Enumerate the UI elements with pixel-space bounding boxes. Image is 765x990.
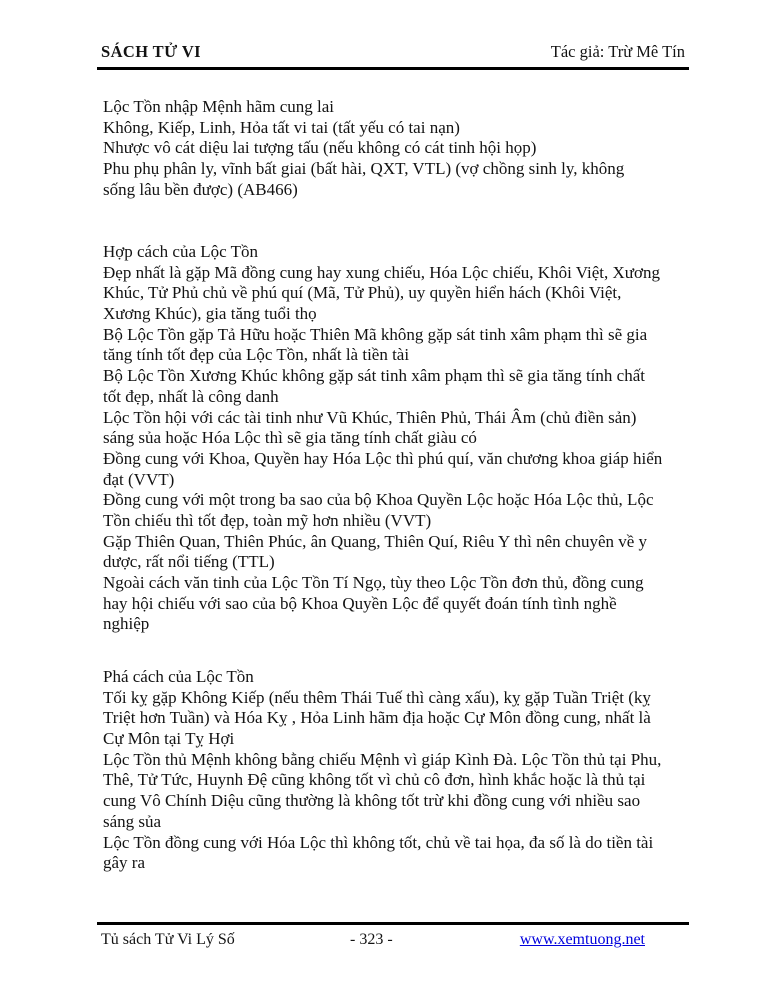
page-footer [97,922,689,954]
text-line: Hợp cách của Lộc Tồn [103,242,259,261]
website-link[interactable]: www.xemtuong.net [519,931,645,948]
text-line: Ngoài cách văn tinh của Lộc Tồn Tí Ngọ, tùy theo Lộc Tồn đơn thủ, đồng cung [103,573,644,592]
text-line: Lộc Tồn nhập Mệnh hãm cung lai [103,97,335,116]
text-line: Khúc, Tử Phủ chủ về phú quí (Mã, Tử Phủ), uy quyền hiển hách (Khôi Việt, [103,283,622,303]
text-line: hay hội chiếu với sao của bộ Khoa Quyền Lộc để quyết đoán tính tình nghề [103,593,617,613]
text-line: tăng tính tốt đẹp của Lộc Tồn, nhất là tiền tài [103,345,410,365]
text-line: Đẹp nhất là gặp Mã đồng cung hay xung chiếu, Hóa Lộc chiếu, Khôi Việt, Xương [103,262,660,282]
author-credit: Tác giả: Trừ Mê Tín [550,42,685,61]
text-line: Lộc Tồn đồng cung với Hóa Lộc thì không tốt, chủ về tai họa, đa số là do tiền tài [103,832,654,852]
text-line: Bộ Lộc Tồn Xương Khúc không gặp sát tinh xâm phạm thì sẽ gia tăng tính chất [103,366,645,386]
text-line: Xương Khúc), gia tăng tuổi thọ [103,304,317,324]
book-title: SÁCH TỬ VI [101,42,201,61]
text-line: Không, Kiếp, Linh, Hỏa tất vi tai (tất yếu có tai nạn) [103,117,460,137]
section-hop-cach [103,242,662,635]
section-intro-verse [103,97,624,200]
text-line: Cự Môn tại Tỵ Hợi [103,729,235,749]
text-line: sống lâu bền được) (AB466) [103,179,298,199]
text-line: Phá cách của Lộc Tồn [103,667,254,686]
text-line: Tồn chiếu thì tốt đẹp, toàn mỹ hơn nhiều (VVT) [103,510,432,530]
footer-series-title: Tủ sách Tử Vi Lý Số [101,931,235,948]
text-line: Lộc Tồn thủ Mệnh không bằng chiếu Mệnh vì giáp Kình Đà. Lộc Tồn thủ tại Phu, [103,749,662,769]
text-line: nghiệp [103,614,150,634]
text-line: Lộc Tồn hội với các tài tinh như Vũ Khúc, Thiên Phủ, Thái Âm (chủ điền sản) [103,407,637,427]
text-line: Nhược vô cát diệu lai tượng tấu (nếu không có cát tinh hội họp) [103,138,537,158]
text-line: đạt (VVT) [103,469,175,489]
text-line: dược, rất nổi tiếng (TTL) [103,552,275,572]
page-number: - 323 - [350,931,393,948]
text-line: Triệt hơn Tuần) và Hóa Kỵ , Hỏa Linh hãm địa hoặc Cự Môn đồng cung, nhất là [103,708,651,728]
text-line: Đồng cung với một trong ba sao của bộ Khoa Quyền Lộc hoặc Hóa Lộc thủ, Lộc [103,490,654,510]
text-line: tốt đẹp, nhất là công danh [103,386,279,406]
text-line: gây ra [103,853,146,873]
text-line: Bộ Lộc Tồn gặp Tả Hữu hoặc Thiên Mã không gặp sát tinh xâm phạm thì sẽ gia [103,324,648,344]
text-line: sáng sủa [103,811,162,831]
text-line: Đồng cung với Khoa, Quyền hay Hóa Lộc thì phú quí, văn chương khoa giáp hiển [103,448,663,468]
text-line: sáng sủa hoặc Hóa Lộc thì sẽ gia tăng tính chất giàu có [103,428,477,448]
text-line: cung Vô Chính Diệu cũng thường là không tốt trừ khi đồng cung với nhiều sao [103,791,641,811]
page-header [97,42,689,70]
text-line: Gặp Thiên Quan, Thiên Phúc, ân Quang, Thiên Quí, Riêu Y thì nên chuyên về y [103,531,648,551]
text-line: Tối kỵ gặp Không Kiếp (nếu thêm Thái Tuế thì càng xấu), kỵ gặp Tuần Triệt (kỵ [103,687,651,707]
text-line: Phu phụ phân ly, vĩnh bất giai (bất hài, QXT, VTL) (vợ chồng sinh ly, không [103,159,625,179]
section-pha-cach [103,667,661,874]
text-line: Thê, Tử Tức, Huynh Đệ cũng không tốt vì chủ cô đơn, hình khắc hoặc là thủ tại [103,770,646,790]
